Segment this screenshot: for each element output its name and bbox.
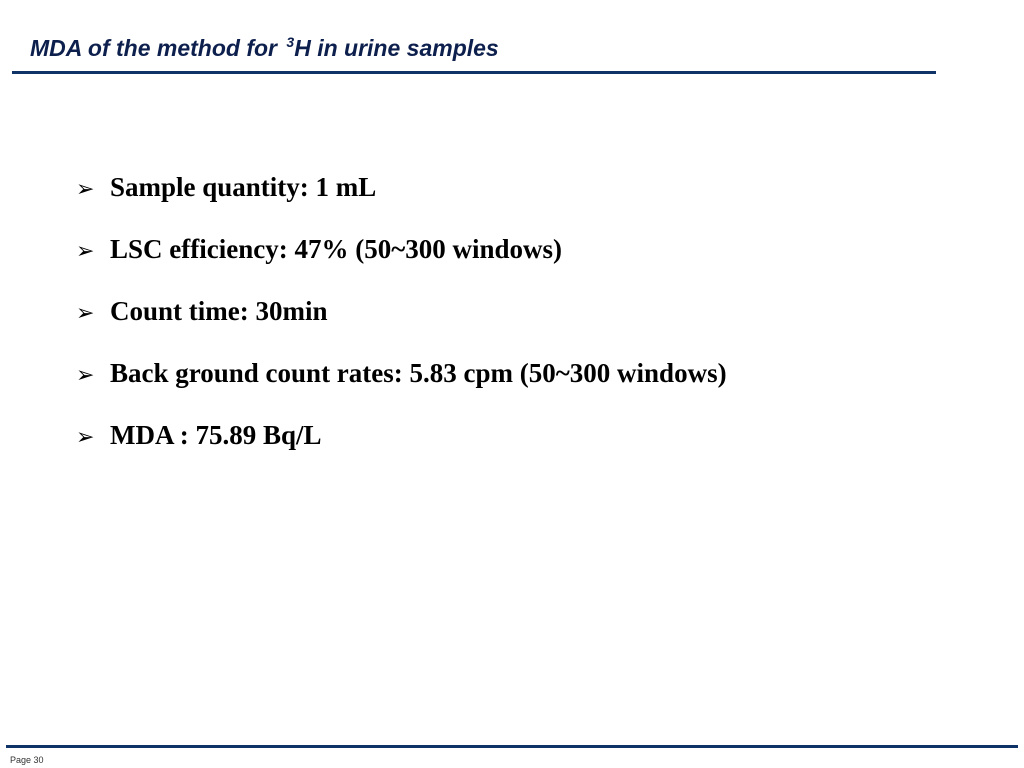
bullet-list [76,172,727,482]
bullet-item [76,172,727,234]
title-prefix: MDA of the method for [30,35,284,61]
bullet-text: LSC efficiency: 47% (50~300 windows) [110,234,563,264]
slide-title [30,34,499,61]
bullet-item [76,358,727,420]
bullet-item [76,234,727,296]
arrowhead-right-icon: ➢ [76,425,95,450]
footer-divider [6,745,1018,748]
title-suffix: H in urine samples [294,35,499,61]
title-underline [12,71,936,74]
arrowhead-right-icon: ➢ [76,301,95,326]
title-superscript: 3 [286,34,295,50]
arrowhead-right-icon: ➢ [76,177,95,202]
arrowhead-right-icon: ➢ [76,363,95,388]
bullet-text: Sample quantity: 1 mL [110,172,377,202]
bullet-text: MDA : 75.89 Bq/L [110,420,322,450]
bullet-item [76,420,727,482]
bullet-text: Count time: 30min [110,296,328,326]
page-number: Page 30 [10,755,44,765]
bullet-item [76,296,727,358]
arrowhead-right-icon: ➢ [76,239,95,264]
bullet-text: Back ground count rates: 5.83 cpm (50~300 windows) [110,358,727,388]
